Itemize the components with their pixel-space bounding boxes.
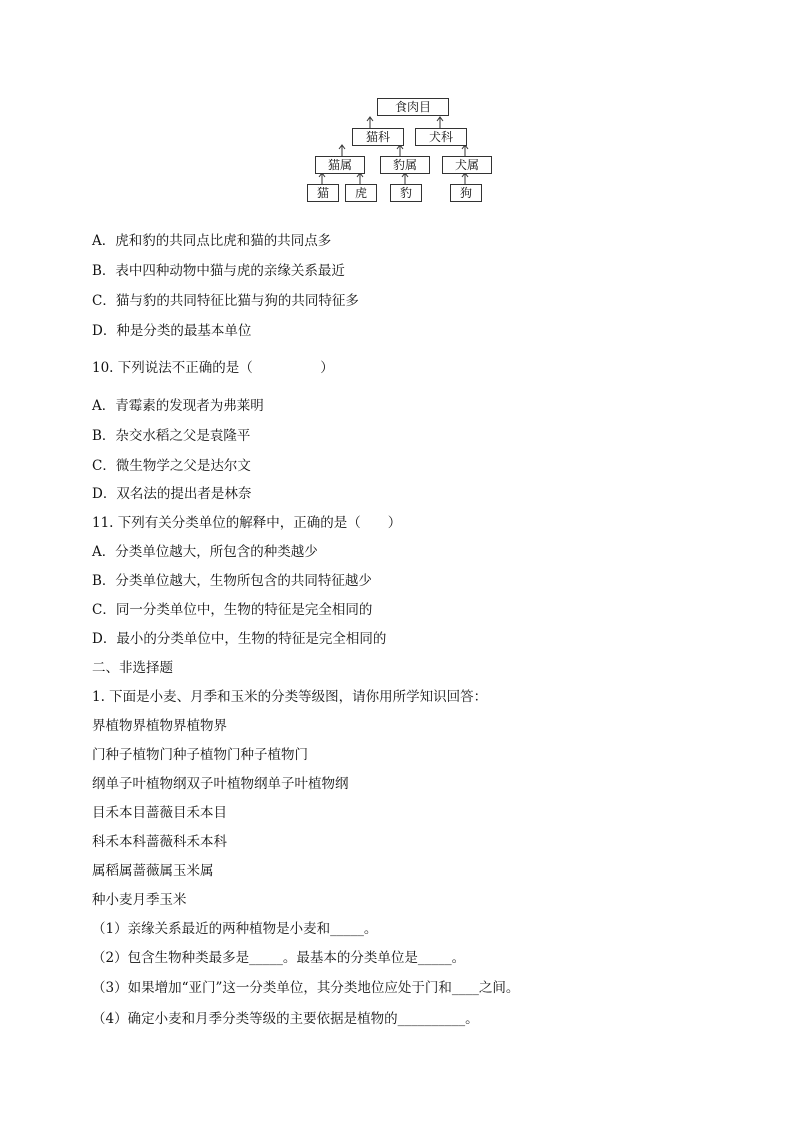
- q11-option-b: B．分类单位越大，生物所包含的共同特征越少: [92, 573, 372, 589]
- node-family-dog: 犬科: [415, 128, 467, 146]
- node-order: 食肉目: [377, 98, 449, 116]
- table-line-kingdom: 界植物界植物界植物界: [92, 718, 227, 734]
- node-genus-cat: 猫属: [315, 156, 365, 174]
- table-line-order: 目禾本目蔷薇目禾本目: [92, 805, 227, 821]
- node-species-tiger: 虎: [345, 184, 377, 202]
- node-family-cat: 猫科: [352, 128, 404, 146]
- classification-diagram: [300, 92, 500, 207]
- q10-option-d: D．双名法的提出者是林奈: [92, 486, 252, 502]
- q9-option-a: A．虎和豹的共同点比虎和猫的共同点多: [92, 233, 332, 249]
- node-species-leopard: 豹: [390, 184, 422, 202]
- q9-option-b: B．表中四种动物中猫与虎的亲缘关系最近: [92, 263, 345, 279]
- table-line-phylum: 门种子植物门种子植物门种子植物门: [92, 747, 308, 763]
- node-genus-leopard: 豹属: [380, 156, 430, 174]
- q1-stem: 1. 下面是小麦、月季和玉米的分类等级图，请你用所学知识回答：: [92, 689, 488, 705]
- table-line-species: 种小麦月季玉米: [92, 892, 187, 908]
- q9-option-c: C．猫与豹的共同特征比猫与狗的共同特征多: [92, 293, 359, 309]
- table-line-family: 科禾本科蔷薇科禾本科: [92, 834, 227, 850]
- q11-option-d: D．最小的分类单位中，生物的特征是完全相同的: [92, 631, 387, 647]
- q10-option-a: A．青霉素的发现者为弗莱明: [92, 398, 264, 414]
- q11-option-a: A．分类单位越大，所包含的种类越少: [92, 544, 318, 560]
- sub-question-1: （1）亲缘关系最近的两种植物是小麦和_____。: [92, 921, 378, 937]
- table-line-class: 纲单子叶植物纲双子叶植物纲单子叶植物纲: [92, 776, 349, 792]
- q10-option-b: B．杂交水稻之父是袁隆平: [92, 428, 251, 444]
- section-heading: 二、非选择题: [92, 660, 173, 676]
- node-species-dog: 狗: [450, 184, 482, 202]
- node-species-cat: 猫: [307, 184, 339, 202]
- table-line-genus: 属稻属蔷薇属玉米属: [92, 863, 214, 879]
- q9-option-d: D．种是分类的最基本单位: [92, 323, 252, 339]
- node-genus-dog: 犬属: [442, 156, 492, 174]
- q11-stem: 11. 下列有关分类单位的解释中，正确的是（ ）: [92, 515, 402, 531]
- q10-option-c: C．微生物学之父是达尔文: [92, 458, 251, 474]
- sub-question-2: （2）包含生物种类最多是_____。最基本的分类单位是_____。: [92, 950, 466, 966]
- q11-option-c: C．同一分类单位中，生物的特征是完全相同的: [92, 602, 373, 618]
- q10-stem: 10. 下列说法不正确的是（ ）: [92, 360, 334, 376]
- sub-question-3: （3）如果增加“亚门”这一分类单位，其分类地位应处于门和____之间。: [92, 980, 520, 996]
- sub-question-4: （4）确定小麦和月季分类等级的主要依据是植物的__________。: [92, 1011, 479, 1027]
